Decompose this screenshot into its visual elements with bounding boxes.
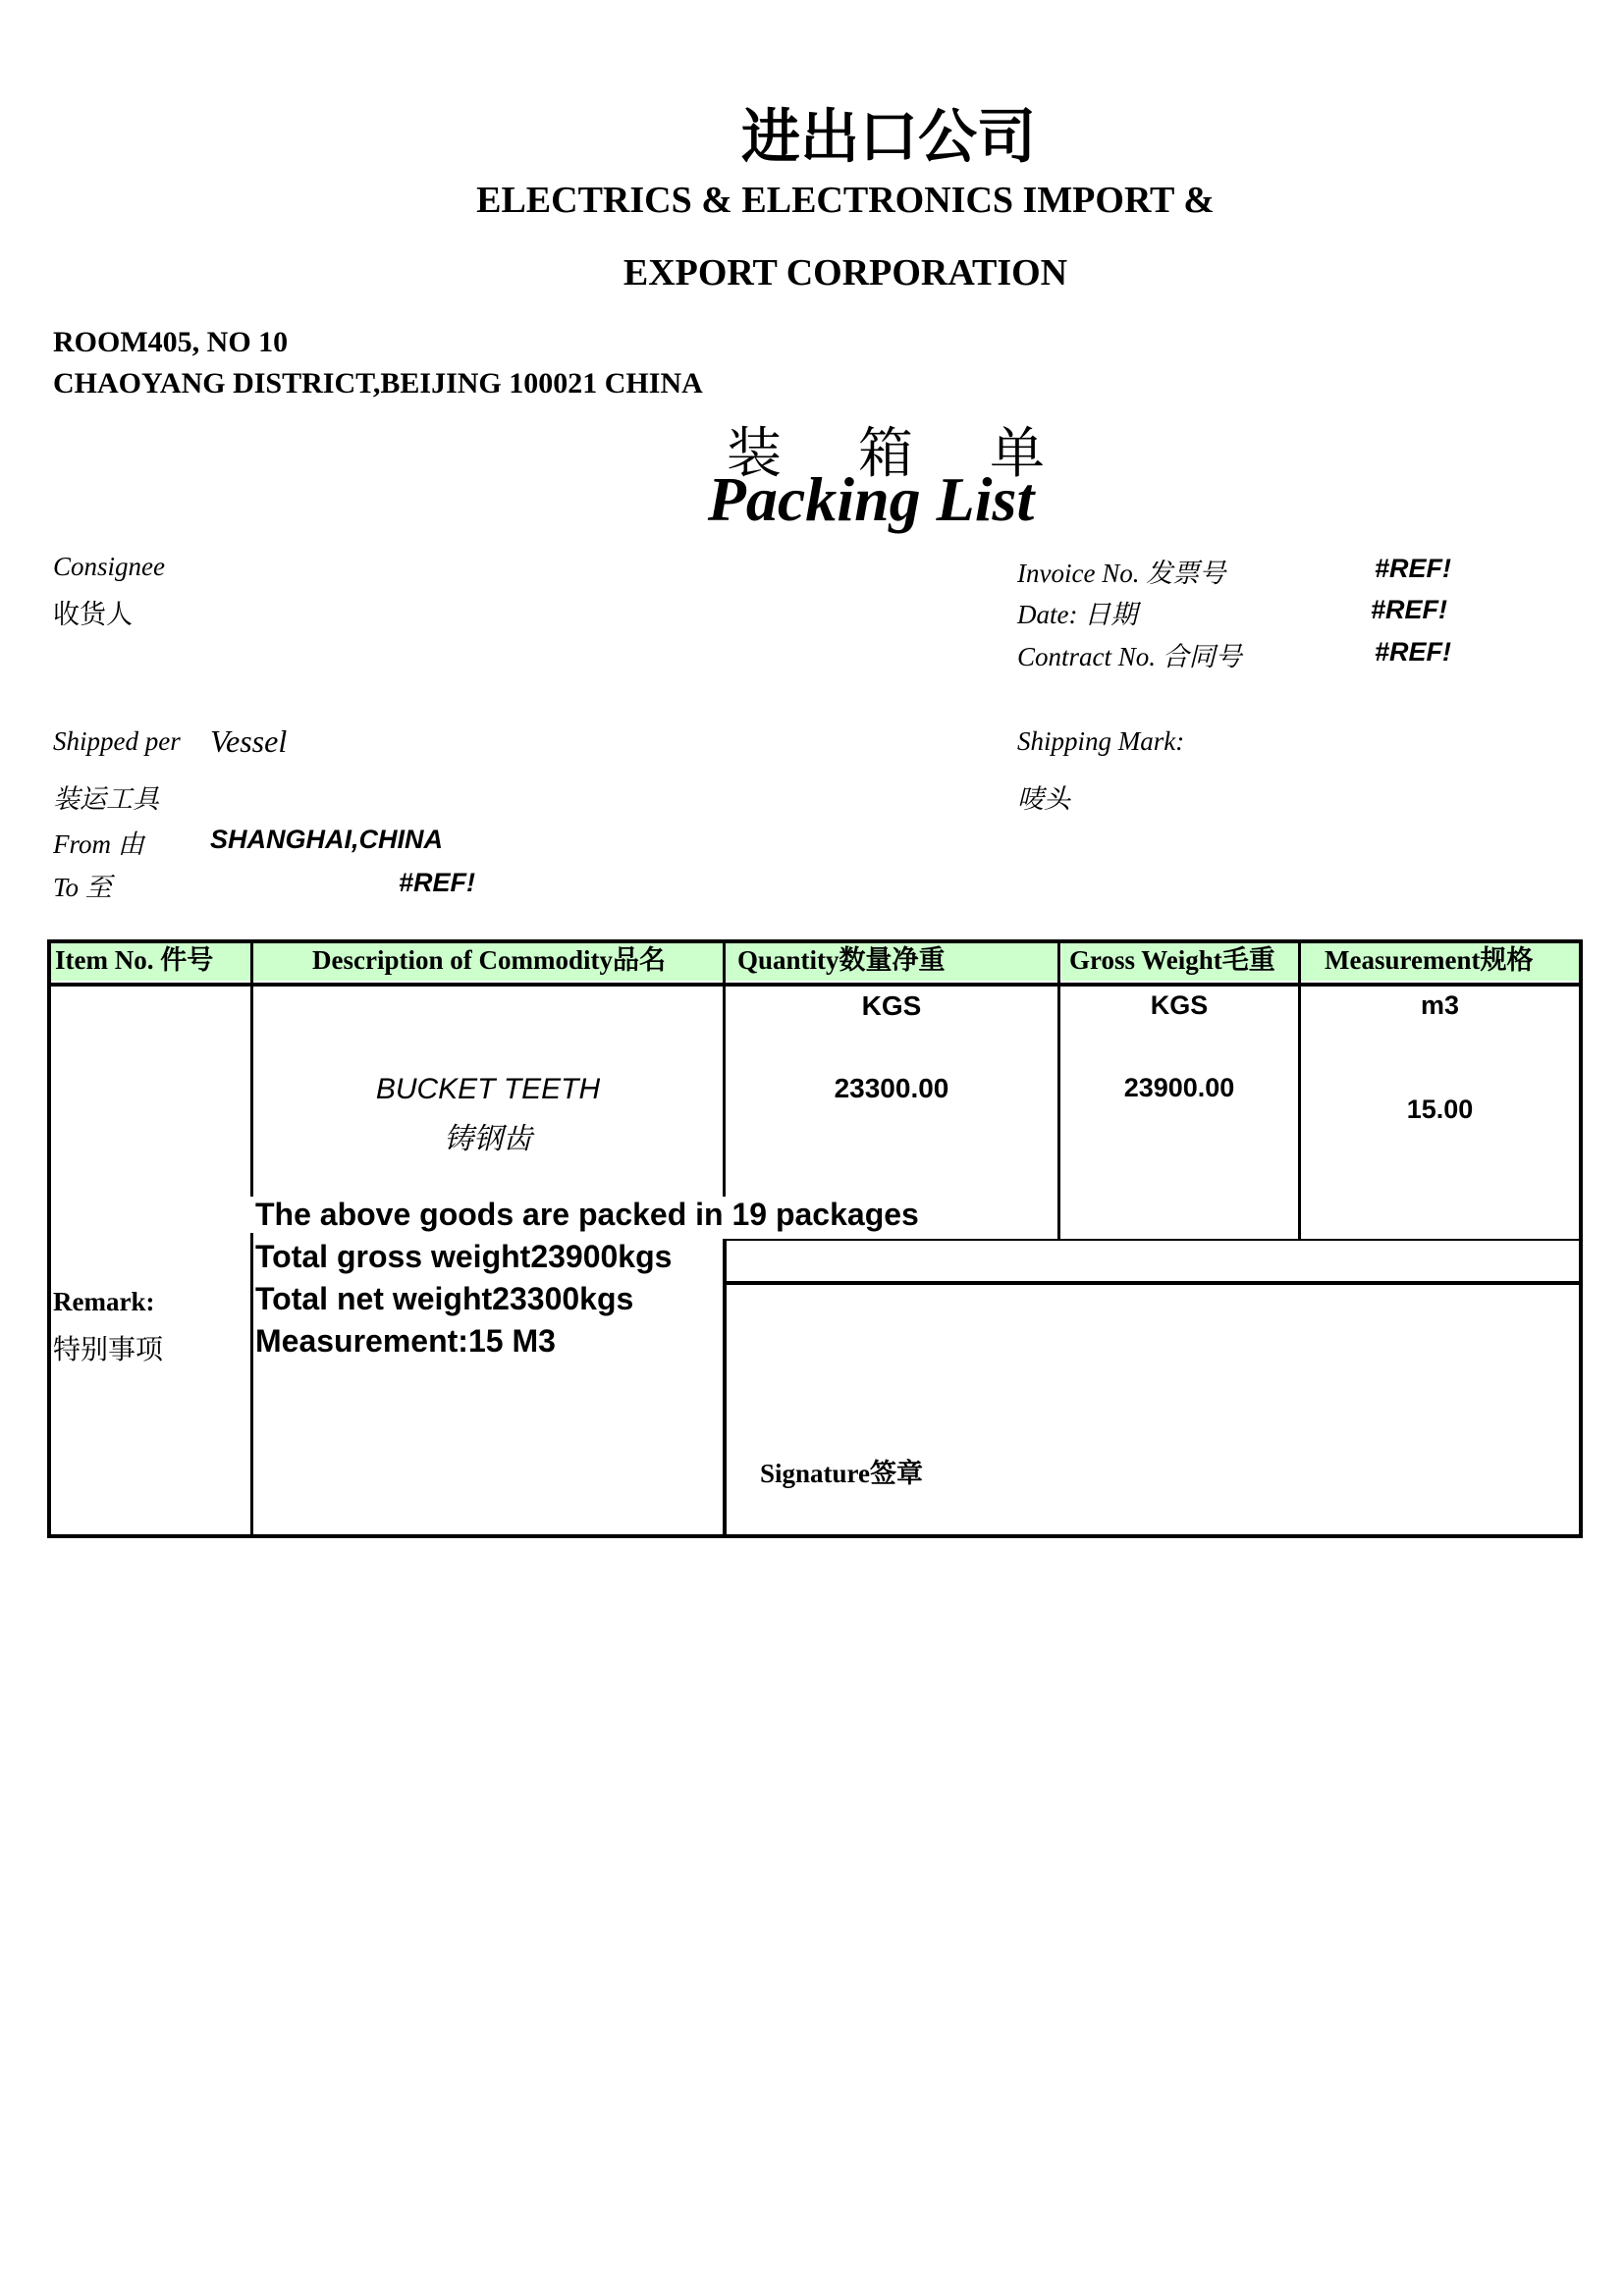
summary-measurement: Measurement:15 M3 [255,1323,556,1359]
row-description-cn: 铸钢齿 [444,1123,532,1155]
col-line-2-lower [723,1239,727,1538]
row-bottom-line [723,1239,1583,1241]
shipped-per-label: Shipped per [53,726,181,756]
from-label: From 由 [53,829,144,859]
col-line-4 [1298,939,1301,1241]
unit-quantity: KGS [861,990,922,1021]
shipping-mark-label: Shipping Mark: [1017,726,1185,756]
row-gross-weight: 23900.00 [1123,1073,1235,1102]
signature-top-line [723,1281,1583,1285]
remark-label-cn: 特别事项 [53,1335,164,1365]
header-bottom-line [47,983,1583,987]
company-name-en-line2: EXPORT CORPORATION [623,252,1068,294]
company-address-line1: ROOM405, NO 10 [53,326,289,358]
to-label: To 至 [53,873,112,902]
header-gross-weight: Gross Weight毛重 [1061,939,1298,981]
to-value: #REF! [399,868,476,897]
summary-net-weight: Total net weight23300kgs [255,1281,634,1316]
company-name-cn: 进出口公司 [741,105,1036,170]
invoice-no-label: Invoice No. 发票号 [1017,559,1226,588]
row-description-en: BUCKET TEETH [375,1073,601,1105]
shipping-mark-label-cn: 唛头 [1017,784,1070,814]
date-label: Date: 日期 [1017,600,1138,629]
consignee-label: Consignee [53,552,165,581]
document-title-en: Packing List [707,464,1035,534]
company-name-en-line1: ELECTRICS & ELECTRONICS IMPORT & [476,180,1215,221]
table-border-bottom [47,1534,1583,1538]
row-quantity: 23300.00 [834,1073,949,1103]
shipped-per-value: Vessel [210,723,288,759]
summary-packages-text: The above goods are packed in 19 packages [255,1197,919,1232]
contract-no-label: Contract No. 合同号 [1017,642,1242,671]
table-border-left [47,939,51,1538]
document-title-cn: 装箱单 [727,424,1121,485]
goods-table [47,939,1583,1538]
invoice-no-value: #REF! [1375,554,1452,583]
header-quantity: Quantity数量净重 [726,939,1058,981]
remark-label: Remark: [53,1287,155,1316]
company-address-line2: CHAOYANG DISTRICT,BEIJING 100021 CHINA [53,367,703,400]
unit-measurement: m3 [1420,990,1460,1020]
table-border-right [1579,939,1583,1538]
vehicle-label-cn: 装运工具 [53,784,159,814]
header-measurement: Measurement规格 [1301,939,1579,981]
date-value: #REF! [1371,595,1448,624]
summary-packages [212,1197,919,1233]
consignee-label-cn: 收货人 [53,600,133,629]
header-description: Description of Commodity品名 [255,939,723,981]
unit-gross-weight: KGS [1150,990,1209,1020]
col-line-2-upper [723,939,726,1197]
contract-no-value: #REF! [1375,637,1452,667]
from-value: SHANGHAI,CHINA [210,825,444,854]
signature-label: Signature签章 [760,1459,924,1488]
summary-gross-weight: Total gross weight23900kgs [255,1239,673,1274]
header-item-no: Item No. 件号 [51,939,256,981]
row-measurement: 15.00 [1406,1095,1474,1124]
col-line-1 [250,939,253,1538]
table-border-top [47,939,1583,943]
